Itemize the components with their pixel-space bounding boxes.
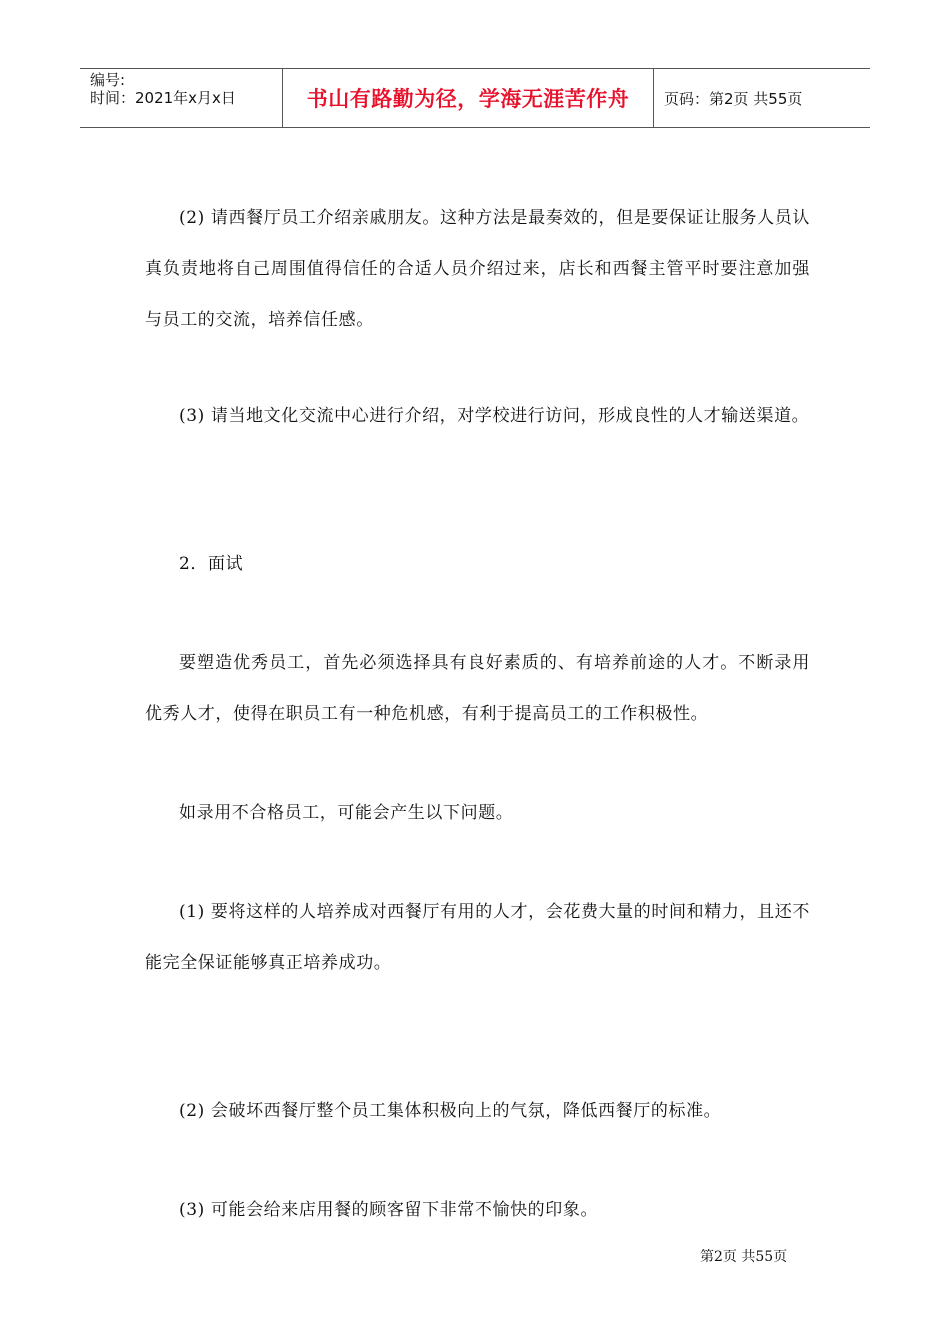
paragraph-problem-1: (1) 要将这样的人培养成对西餐厅有用的人才，会花费大量的时间和精力，且还不能完全保证能够真正培养成功。 [145, 902, 810, 973]
paragraph-culture-center: (3) 请当地文化交流中心进行介绍，对学校进行访问，形成良性的人才输送渠道。 [179, 406, 810, 426]
paragraph-problem-3: (3) 可能会给来店用餐的顾客留下非常不愉快的印象。 [179, 1200, 599, 1220]
paragraph-problem-2: (2) 会破坏西餐厅整个员工集体积极向上的气氛，降低西餐厅的标准。 [179, 1101, 722, 1121]
header-page-info: 页码：第2页 共55页 [664, 89, 803, 108]
document-time: 时间：2021年x月x日 [90, 89, 236, 107]
page-header [80, 68, 870, 128]
header-meta [80, 69, 282, 127]
paragraph-interview-intro: 要塑造优秀员工，首先必须选择具有良好素质的、有培养前途的人才。不断录用优秀人才，使得在职员工有一种危机感，有利于提高员工的工作积极性。 [145, 653, 810, 724]
paragraph-referral: (2) 请西餐厅员工介绍亲戚朋友。这种方法是最奏效的，但是要保证让服务人员认真负责地将自己周围值得信任的合适人员介绍过来，店长和西餐主管平时要注意加强与员工的交流，培养信任感。 [145, 208, 810, 330]
paragraph-problems-intro: 如录用不合格员工，可能会产生以下问题。 [179, 803, 514, 823]
page-footer: 第2页 共55页 [700, 1249, 788, 1265]
header-motto: 书山有路勤为径，学海无涯苦作舟 [282, 69, 654, 127]
document-number-label: 编号: [90, 71, 126, 89]
section-heading-interview: 2．面试 [179, 554, 244, 574]
